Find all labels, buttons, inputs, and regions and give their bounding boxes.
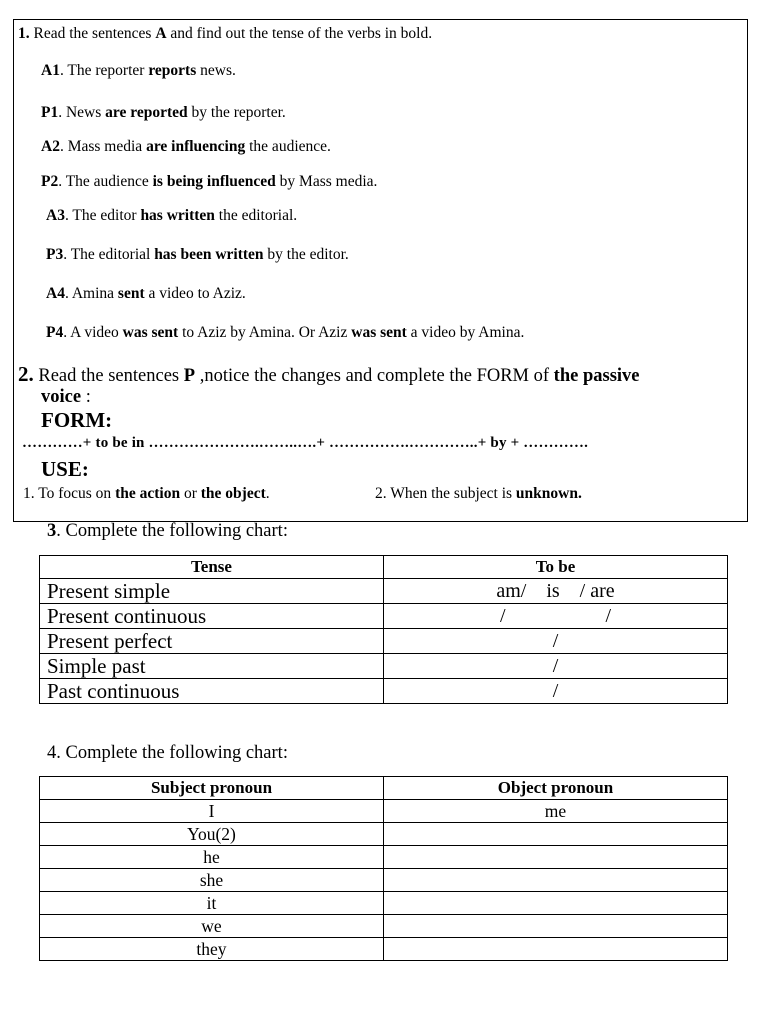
sentence-p1: P1. News are reported by the reporter. <box>41 104 286 121</box>
table-header-row <box>40 556 728 579</box>
tense-cell: Present perfect <box>40 629 384 654</box>
table-row <box>40 823 728 846</box>
table-row <box>40 846 728 869</box>
table-row <box>40 915 728 938</box>
object-pronoun-cell[interactable] <box>384 915 728 938</box>
sentence-a4: A4. Amina sent a video to Aziz. <box>46 285 246 302</box>
subject-pronoun-cell: she <box>40 869 384 892</box>
use-item-2: 2. When the subject is unknown. <box>375 485 582 502</box>
table-row <box>40 579 728 604</box>
sentence-a3: A3. The editor has written the editorial. <box>46 207 298 224</box>
form-fill-line: …………+ to be in ………………….……..….+ …………….…………..+ by + …………. <box>22 435 589 451</box>
object-pronoun-cell[interactable] <box>384 823 728 846</box>
to-be-cell[interactable]: am/ is / are <box>384 579 728 604</box>
sentence-p2: P2. The audience is being influenced by Mass media. <box>41 173 378 190</box>
subject-pronoun-cell: You(2) <box>40 823 384 846</box>
subject-pronoun-cell: they <box>40 938 384 961</box>
object-pronoun-cell[interactable] <box>384 846 728 869</box>
object-pronoun-cell[interactable] <box>384 869 728 892</box>
column-header-subject-pronoun: Subject pronoun <box>40 777 384 800</box>
to-be-cell[interactable]: / <box>384 679 728 704</box>
pronoun-chart <box>39 776 728 961</box>
subject-pronoun-cell: I <box>40 800 384 823</box>
use-item-1: 1. To focus on the action or the object. <box>23 485 270 502</box>
table-row <box>40 629 728 654</box>
sentence-a2: A2. Mass media are influencing the audience. <box>41 138 331 155</box>
sentence-p4: P4. A video was sent to Aziz by Amina. Or Aziz was sent a video by Amina. <box>46 324 525 341</box>
table-row <box>40 938 728 961</box>
tense-cell: Past continuous <box>40 679 384 704</box>
table-row <box>40 869 728 892</box>
question-3-title: 3. Complete the following chart: <box>47 521 288 541</box>
tense-cell: Present continuous <box>40 604 384 629</box>
question-2-instruction: 2. Read the sentences P ,notice the changes and complete the FORM of the passive <box>18 362 640 386</box>
to-be-cell[interactable]: / / <box>384 604 728 629</box>
subject-pronoun-cell: we <box>40 915 384 938</box>
question-number: 1. <box>18 25 30 42</box>
object-pronoun-cell[interactable] <box>384 892 728 915</box>
table-row <box>40 679 728 704</box>
table-header-row <box>40 777 728 800</box>
to-be-cell[interactable]: / <box>384 629 728 654</box>
question-1-instruction: 1. Read the sentences A and find out the tense of the verbs in bold. <box>18 25 433 42</box>
table-row <box>40 654 728 679</box>
to-be-chart <box>39 555 728 704</box>
table-row <box>40 800 728 823</box>
table-row <box>40 604 728 629</box>
subject-pronoun-cell: it <box>40 892 384 915</box>
table-row <box>40 892 728 915</box>
object-pronoun-cell[interactable] <box>384 938 728 961</box>
use-heading: USE: <box>41 457 89 481</box>
question-4-title: 4. Complete the following chart: <box>47 743 288 763</box>
object-pronoun-cell[interactable]: me <box>384 800 728 823</box>
sentence-p3: P3. The editorial has been written by the editor. <box>46 246 349 263</box>
question-2-instruction-cont: voice : <box>41 387 91 407</box>
column-header-tense: Tense <box>40 556 384 579</box>
tense-cell: Simple past <box>40 654 384 679</box>
form-heading: FORM: <box>41 408 113 432</box>
sentence-a1: A1. The reporter reports news. <box>41 62 236 79</box>
column-header-to-be: To be <box>384 556 728 579</box>
subject-pronoun-cell: he <box>40 846 384 869</box>
to-be-cell[interactable]: / <box>384 654 728 679</box>
column-header-object-pronoun: Object pronoun <box>384 777 728 800</box>
tense-cell: Present simple <box>40 579 384 604</box>
question-number: 2. <box>18 362 34 386</box>
